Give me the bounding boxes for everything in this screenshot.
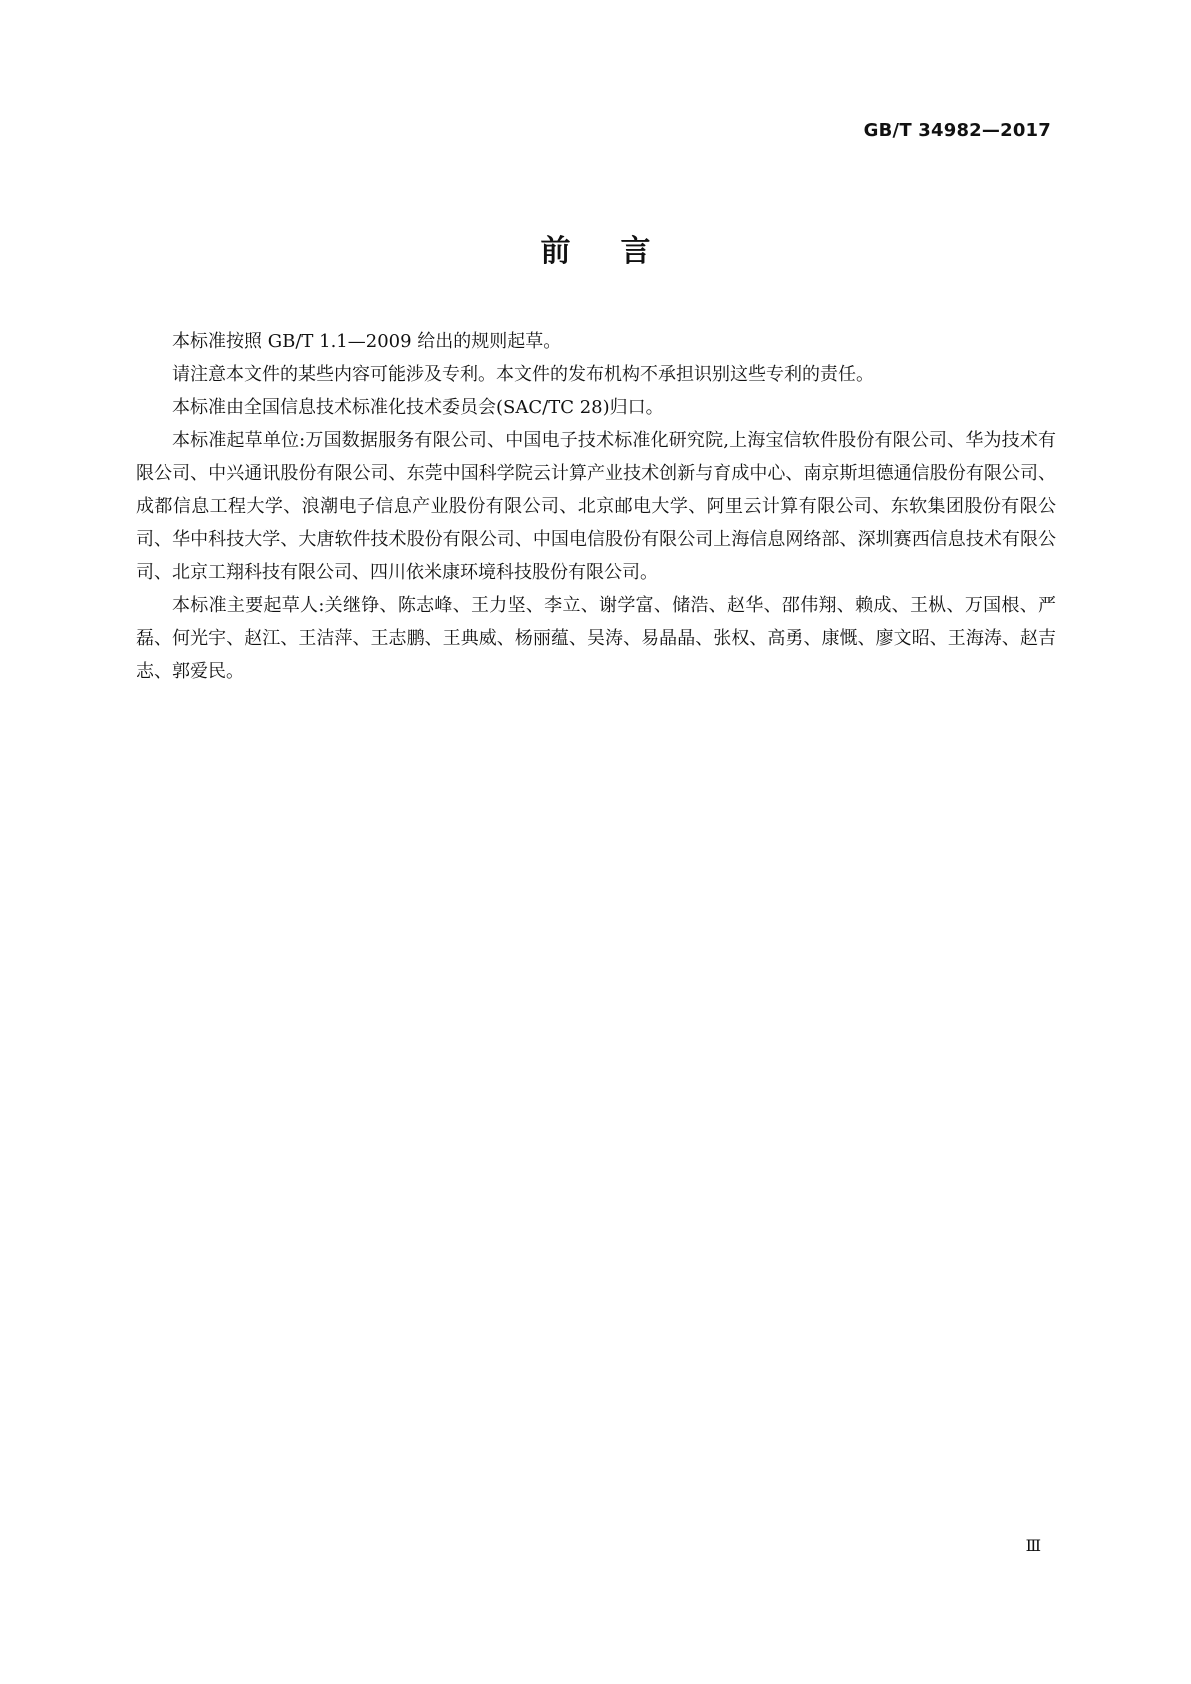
drafting-rules-paragraph: 本标准按照 GB/T 1.1—2009 给出的规则起草。 bbox=[172, 331, 562, 352]
page-number: Ⅲ bbox=[1025, 1536, 1041, 1555]
foreword-body bbox=[136, 325, 1056, 688]
administration-paragraph: 本标准由全国信息技术标准化技术委员会(SAC/TC 28)归口。 bbox=[172, 397, 664, 418]
patent-notice-paragraph: 请注意本文件的某些内容可能涉及专利。本文件的发布机构不承担识别这些专利的责任。 bbox=[172, 364, 874, 385]
page-title: 前言 bbox=[540, 234, 701, 269]
standard-code: GB/T 34982—2017 bbox=[863, 120, 1051, 141]
drafters-paragraph: 本标准主要起草人:关继铮、陈志峰、王力坚、李立、谢学富、储浩、赵华、邵伟翔、赖成、王枞、万国根、严磊、何光宇、赵江、王洁萍、王志鹏、王典威、杨丽蕴、吴涛、易晶晶、张权、高勇、康慨、廖文昭、王海涛、赵吉志、郭爱民。 bbox=[136, 595, 1056, 682]
drafting-organizations-paragraph: 本标准起草单位:万国数据服务有限公司、中国电子技术标准化研究院,上海宝信软件股份有限公司、华为技术有限公司、中兴通讯股份有限公司、东莞中国科学院云计算产业技术创新与育成中心、南京斯坦德通信股份有限公司、成都信息工程大学、浪潮电子信息产业股份有限公司、北京邮电大学、阿里云计算有限公司、东软集团股份有限公司、华中科技大学、大唐软件技术股份有限公司、中国电信股份有限公司上海信息网络部、深圳赛西信息技术有限公司、北京工翔科技有限公司、四川依米康环境科技股份有限公司。 bbox=[136, 430, 1056, 583]
